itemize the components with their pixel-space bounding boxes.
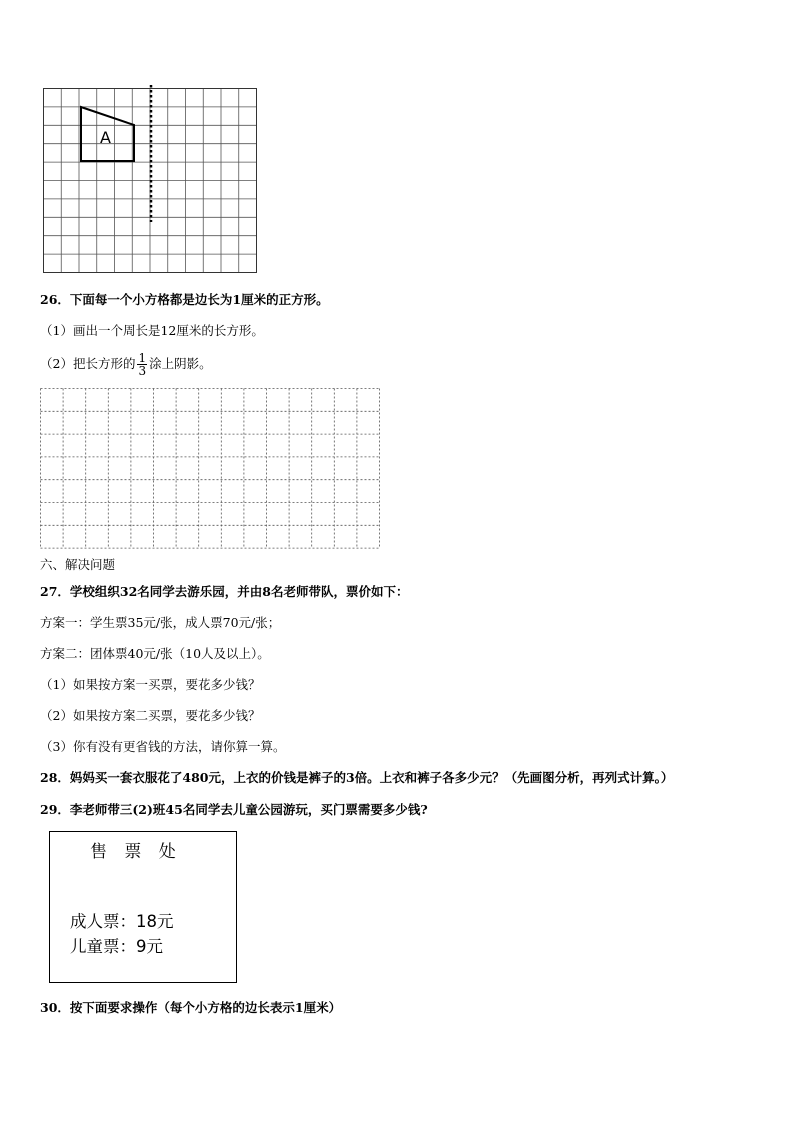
fraction-numerator: 1 — [138, 351, 147, 365]
q27-sub3: （3）你有没有更省钱的方法，请你算一算。 — [40, 739, 286, 754]
q27-sub1: （1）如果按方案一买票，要花多少钱？ — [40, 677, 261, 692]
shape-a-label: A — [100, 128, 111, 147]
ticket-office-title: 售 票 处 — [90, 842, 182, 862]
q28-stem: 28．妈妈买一套衣服花了480元，上衣的价钱是裤子的3倍。上衣和裤子各多少元？（先画图分析，再列式计算。） — [40, 770, 674, 785]
q26-part2-suffix: 涂上阴影。 — [149, 356, 212, 371]
fraction-denominator: 3 — [138, 364, 147, 378]
q26-part1: （1）画出一个周长是12厘米的长方形。 — [40, 323, 264, 338]
drawing-grid-dotted[interactable] — [40, 388, 382, 552]
q26-part2 — [40, 352, 212, 377]
q27-plan2: 方案二：团体票40元/张（10人及以上）。 — [40, 646, 270, 661]
q29-stem: 29．李老师带三(2)班45名同学去儿童公园游玩，买门票需要多少钱? — [40, 802, 428, 817]
q30-stem: 30．按下面要求操作（每个小方格的边长表示1厘米） — [40, 1000, 342, 1015]
fraction-one-third — [137, 352, 147, 377]
child-ticket-price: 儿童票：9元 — [70, 937, 163, 956]
q27-plan1: 方案一：学生票35元/张，成人票70元/张； — [40, 615, 281, 630]
q27-stem: 27．学校组织32名同学去游乐园，并由8名老师带队，票价如下： — [40, 584, 409, 599]
symmetry-grid — [40, 85, 262, 277]
q26-stem: 26．下面每一个小方格都是边长为1厘米的正方形。 — [40, 292, 329, 307]
q26-part2-prefix: （2）把长方形的 — [40, 356, 136, 371]
ticket-office-sign — [49, 831, 237, 983]
section-six-title: 六、解决问题 — [40, 557, 116, 572]
adult-ticket-price: 成人票：18元 — [70, 912, 174, 931]
q27-sub2: （2）如果按方案二买票，要花多少钱？ — [40, 708, 261, 723]
